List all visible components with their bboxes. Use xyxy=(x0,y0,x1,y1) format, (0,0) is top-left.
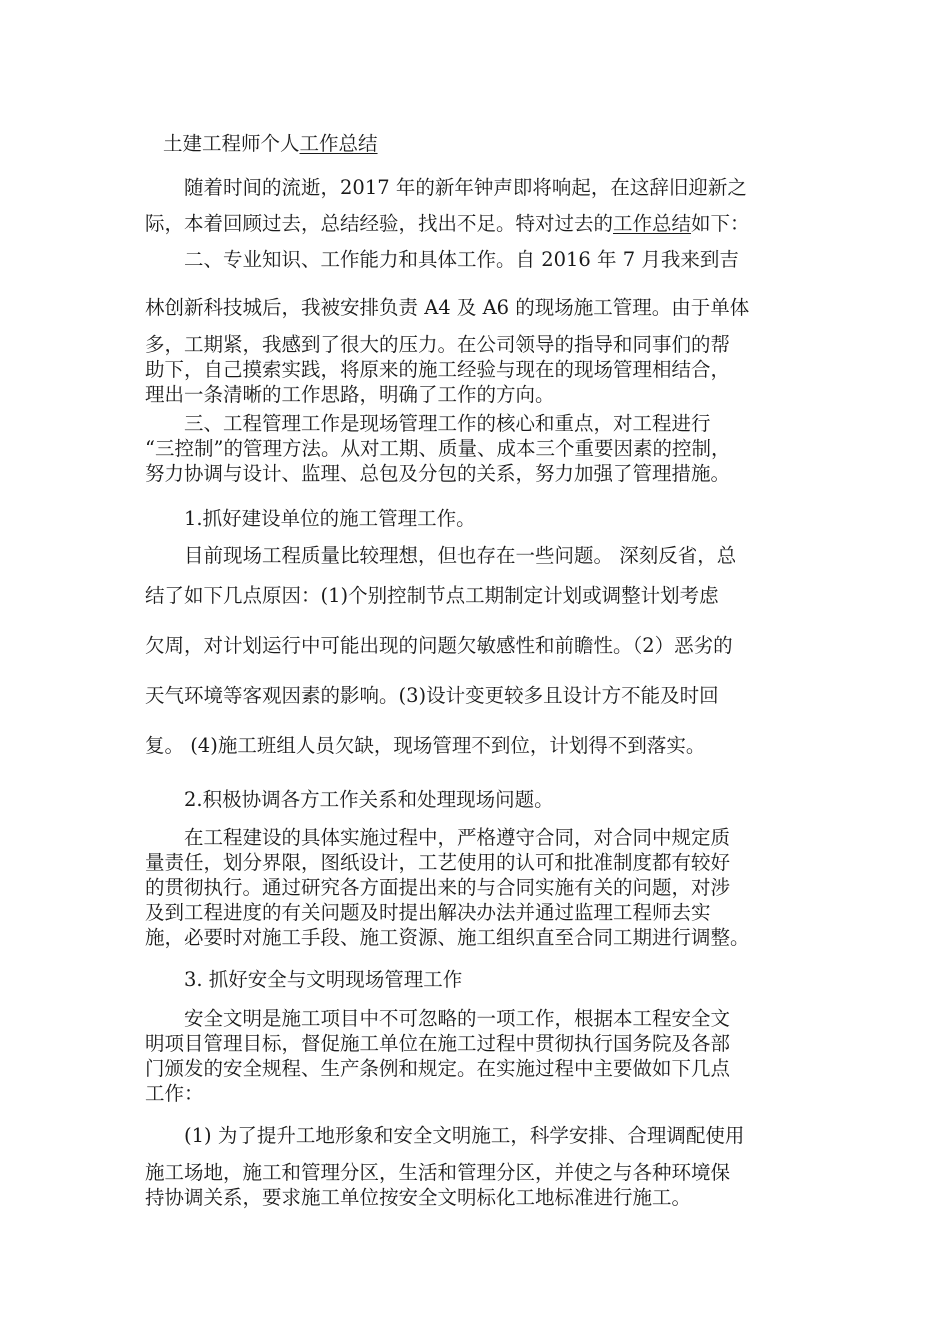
item-3-heading: 3. 抓好安全与文明现场管理工作 xyxy=(184,968,463,991)
intro-line-1: 随着时间的流逝，2017 年的新年钟声即将响起，在这辞旧迎新之 xyxy=(184,176,747,199)
section-2-line-5: 理出一条清晰的工作思路，明确了工作的方向。 xyxy=(145,383,555,406)
item-1-line-4: 天气环境等客观因素的影响。(3)设计变更较多且设计方不能及时回 xyxy=(145,684,719,707)
item-3-1-line-3: 持协调关系，要求施工单位按安全文明标化工地标准进行施工。 xyxy=(145,1186,692,1209)
section-3-line-3: 努力协调与设计、监理、总包及分包的关系，努力加强了管理措施。 xyxy=(145,462,731,485)
work-summary-link: 工作总结 xyxy=(613,212,692,235)
section-3-paragraph xyxy=(145,411,809,486)
item-2-line-2: 量责任，划分界限，图纸设计，工艺使用的认可和批准制度都有较好 xyxy=(145,851,731,874)
section-3-line-1: 三、工程管理工作是现场管理工作的核心和重点，对工程进行 xyxy=(184,412,711,435)
item-3-1-line-1: (1) 为了提升工地形象和安全文明施工，科学安排、合理调配使用 xyxy=(184,1124,745,1147)
section-2-line-4: 助下，自己摸索实践，将原来的施工经验与现在的现场管理相结合， xyxy=(145,358,731,381)
item-3-line-1: 安全文明是施工项目中不可忽略的一项工作，根据本工程安全文 xyxy=(184,1007,731,1030)
item-2-paragraph xyxy=(145,825,809,950)
title-prefix: 土建工程师个人 xyxy=(163,132,300,155)
item-2-heading: 2.积极协调各方工作关系和处理现场问题。 xyxy=(184,788,554,811)
item-2-line-1: 在工程建设的具体实施过程中，严格遵守合同，对合同中规定质 xyxy=(184,826,731,849)
section-2-line-1: 二、专业知识、工作能力和具体工作。自 2016 年 7 月我来到吉 xyxy=(184,248,739,271)
item-1-line-1: 目前现场工程质量比较理想，但也存在一些问题。 深刻反省，总 xyxy=(184,544,737,567)
item-3-1-paragraph xyxy=(145,1122,809,1209)
item-3-1-line-2: 施工场地，施工和管理分区，生活和管理分区，并使之与各种环境保 xyxy=(145,1161,731,1184)
intro-paragraph xyxy=(145,170,809,242)
title-underlined: 工作总结 xyxy=(299,132,378,155)
section-2-line-3: 多，工期紧，我感到了很大的压力。在公司领导的指导和同事们的帮 xyxy=(145,333,731,356)
section-2-paragraph xyxy=(145,246,809,406)
item-1-heading: 1.抓好建设单位的施工管理工作。 xyxy=(184,507,476,530)
document-title xyxy=(163,128,827,156)
item-2-line-4: 及到工程进度的有关问题及时提出解决办法并通过监理工程师去实 xyxy=(145,901,711,924)
item-3-line-2: 明项目管理目标，督促施工单位在施工过程中贯彻执行国务院及各部 xyxy=(145,1032,731,1055)
item-3-line-4: 工作： xyxy=(145,1082,204,1105)
intro-line-2-prefix: 际，本着回顾过去，总结经验，找出不足。特对过去的 xyxy=(145,212,614,235)
section-2-line-2: 林创新科技城后，我被安排负责 A4 及 A6 的现场施工管理。由于单体 xyxy=(145,296,750,319)
item-1-line-3: 欠周，对计划运行中可能出现的问题欠敏感性和前瞻性。（2）恶劣的 xyxy=(145,634,733,657)
item-1-line-2: 结了如下几点原因：(1)个别控制节点工期制定计划或调整计划考虑 xyxy=(145,584,719,607)
item-3-paragraph xyxy=(145,1006,809,1106)
item-1-line-5: 复。 (4)施工班组人员欠缺，现场管理不到位，计划得不到落实。 xyxy=(145,734,706,757)
item-3-line-3: 门颁发的安全规程、生产条例和规定。在实施过程中主要做如下几点 xyxy=(145,1057,731,1080)
intro-line-2-suffix: 如下： xyxy=(691,212,750,235)
section-3-line-2: “三控制”的管理方法。从对工期、质量、成本三个重要因素的控制， xyxy=(145,437,731,460)
item-1-paragraph xyxy=(145,542,809,757)
item-2-line-3: 的贯彻执行。通过研究各方面提出来的与合同实施有关的问题，对涉 xyxy=(145,876,731,899)
item-2-line-5: 施，必要时对施工手段、施工资源、施工组织直至合同工期进行调整。 xyxy=(145,926,750,949)
intro-line-2 xyxy=(145,206,809,242)
